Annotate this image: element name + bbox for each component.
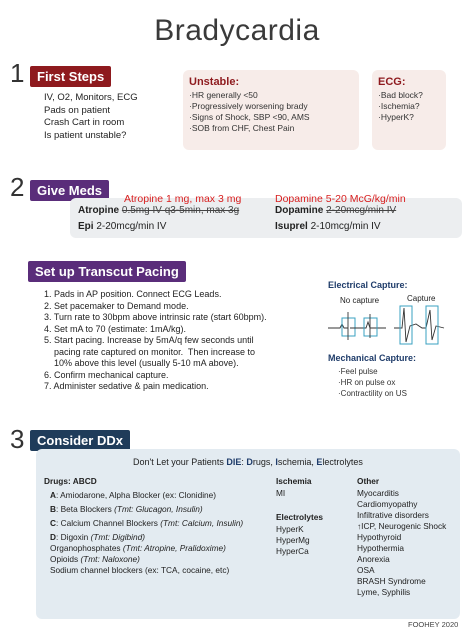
other-item: Hypothermia [357, 543, 405, 553]
drug-item: Organophosphates (Tmt: Atropine, Pralidoxime) [50, 543, 226, 553]
pacing-step: pacing rate captured on monitor. Then increase to [44, 346, 255, 357]
give-meds-header: Give Meds [30, 180, 109, 201]
electrolyte-item: HyperK [276, 524, 304, 534]
other-item: ↑ICP, Neurogenic Shock [357, 521, 447, 531]
ecg-item: ·HyperK? [378, 112, 414, 122]
electrical-capture-title: Electrical Capture: [328, 280, 408, 290]
page-title: Bradycardia [154, 14, 320, 47]
pacing-step: 3. Turn rate to 30bpm above intrinsic rate (start 60bpm). [44, 312, 267, 322]
first-steps-line: Pads on patient [44, 104, 111, 116]
other-item: Hypothyroid [357, 532, 402, 542]
mechanical-item: ·Feel pulse [338, 367, 378, 376]
pacing-steps [44, 289, 267, 393]
drug-item: Opioids (Tmt: Naloxone) [50, 554, 140, 564]
atropine-struck-dose: 0.5mg IV q3-5min, max 3g [121, 205, 240, 216]
capture-trace [394, 306, 444, 344]
step-number-2: 2 [10, 172, 25, 202]
isuprel-dose: 2-10mcg/min IV [310, 221, 381, 232]
pacing-step: 6. Confirm mechanical capture. [44, 369, 169, 380]
first-steps-line: IV, O2, Monitors, ECG [44, 92, 138, 103]
first-steps-list [44, 92, 138, 142]
mechanical-capture-title: Mechanical Capture: [328, 353, 417, 363]
pacing-header: Set up Transcut Pacing [28, 261, 186, 282]
drug-item: D: Digoxin (Tmt: Digibind) [50, 532, 145, 542]
step-number-3: 3 [10, 424, 25, 454]
unstable-list [189, 90, 353, 134]
first-steps-header: First Steps [30, 66, 111, 87]
ecg-item: ·Bad block? [378, 90, 423, 100]
other-title: Other [357, 476, 380, 486]
other-item: Cardiomyopathy [357, 499, 418, 509]
unstable-item: ·Progressively worsening brady [189, 101, 308, 111]
ecg-list [378, 90, 440, 123]
unstable-item: ·Signs of Shock, SBP <90, AMS [189, 112, 310, 122]
drugs-title: Drugs: ABCD [44, 476, 97, 486]
ecg-box [372, 70, 446, 150]
pacing-step: 5. Start pacing. Increase by 5mA/q few seconds until [44, 335, 254, 345]
mechanical-item: ·HR on pulse ox [338, 378, 396, 387]
unstable-item: ·SOB from CHF, Chest Pain [189, 123, 295, 133]
ecg-title: ECG: [378, 76, 406, 88]
other-item: Infiltrative disorders [357, 510, 429, 520]
epi-name: Epi [78, 221, 94, 232]
no-capture-trace [328, 312, 386, 340]
electrolyte-item: HyperMg [276, 535, 310, 545]
first-steps-line: Is patient unstable? [44, 129, 127, 141]
other-item: Lyme, Syphilis [357, 587, 411, 597]
drug-item: B: Beta Blockers (Tmt: Glucagon, Insulin) [50, 504, 203, 514]
footer-credit: FOOHEY 2020 [408, 620, 459, 629]
consider-ddx-header: Consider DDx [30, 430, 130, 451]
atropine-correction: Atropine 1 mg, max 3 mg [124, 193, 242, 205]
epi-line [78, 221, 166, 232]
drug-item: Sodium channel blockers (ex: TCA, cocaine, etc) [50, 565, 230, 575]
first-steps-line: Crash Cart in room [44, 117, 125, 128]
dopamine-correction: Dopamine 5-20 McG/kg/min [275, 193, 406, 205]
drugs-column [44, 476, 274, 576]
ischemia-item: MI [276, 488, 286, 498]
die-tagline: Don't Let your Patients DIE: Drugs, Ischemia, Electrolytes [133, 457, 363, 467]
ecg-item: ·Ischemia? [378, 101, 420, 111]
drug-item: C: Calcium Channel Blockers (Tmt: Calcium, Insulin) [50, 518, 244, 528]
other-item: Anorexia [357, 554, 390, 564]
ischemia-electrolytes-column [276, 476, 346, 557]
other-item: Myocarditis [357, 488, 399, 498]
unstable-item: ·HR generally <50 [189, 90, 258, 100]
pacing-step: 7. Administer sedative & pain medication. [44, 381, 209, 391]
mechanical-capture-list [338, 366, 407, 399]
atropine-name: Atropine [78, 205, 120, 216]
ischemia-title: Ischemia [276, 476, 312, 486]
pacing-step: 4. Set mA to 70 (estimate: 1mA/kg). [44, 323, 187, 334]
other-item: BRASH Syndrome [357, 576, 426, 586]
dopamine-name: Dopamine [275, 205, 324, 216]
dopamine-struck-dose: 2-20mcg/min IV [326, 205, 397, 216]
unstable-box [183, 70, 359, 150]
ecg-capture-illustration [326, 304, 446, 348]
no-capture-label: No capture [340, 296, 380, 305]
electrolytes-title: Electrolytes [276, 512, 324, 522]
drug-item: A: Amiodarone, Alpha Blocker (ex: Clonidine) [50, 490, 217, 500]
pacing-step: 10% above this level (usually 5-10 mA above). [44, 358, 239, 368]
unstable-title: Unstable: [189, 76, 240, 88]
other-column [357, 476, 457, 598]
isuprel-line [275, 221, 381, 232]
atropine-line [78, 205, 239, 216]
pacing-step: 2. Set pacemaker to Demand mode. [44, 300, 189, 311]
epi-dose: 2-20mcg/min IV [96, 221, 167, 232]
pacing-step: 1. Pads in AP position. Connect ECG Leads. [44, 289, 222, 299]
dopamine-line [275, 205, 396, 216]
other-item: OSA [357, 565, 375, 575]
step-number-1: 1 [10, 58, 25, 88]
electrolyte-item: HyperCa [276, 546, 309, 556]
mechanical-item: ·Contractility on US [338, 389, 407, 398]
isuprel-name: Isuprel [275, 221, 308, 232]
capture-label: Capture [407, 294, 436, 303]
